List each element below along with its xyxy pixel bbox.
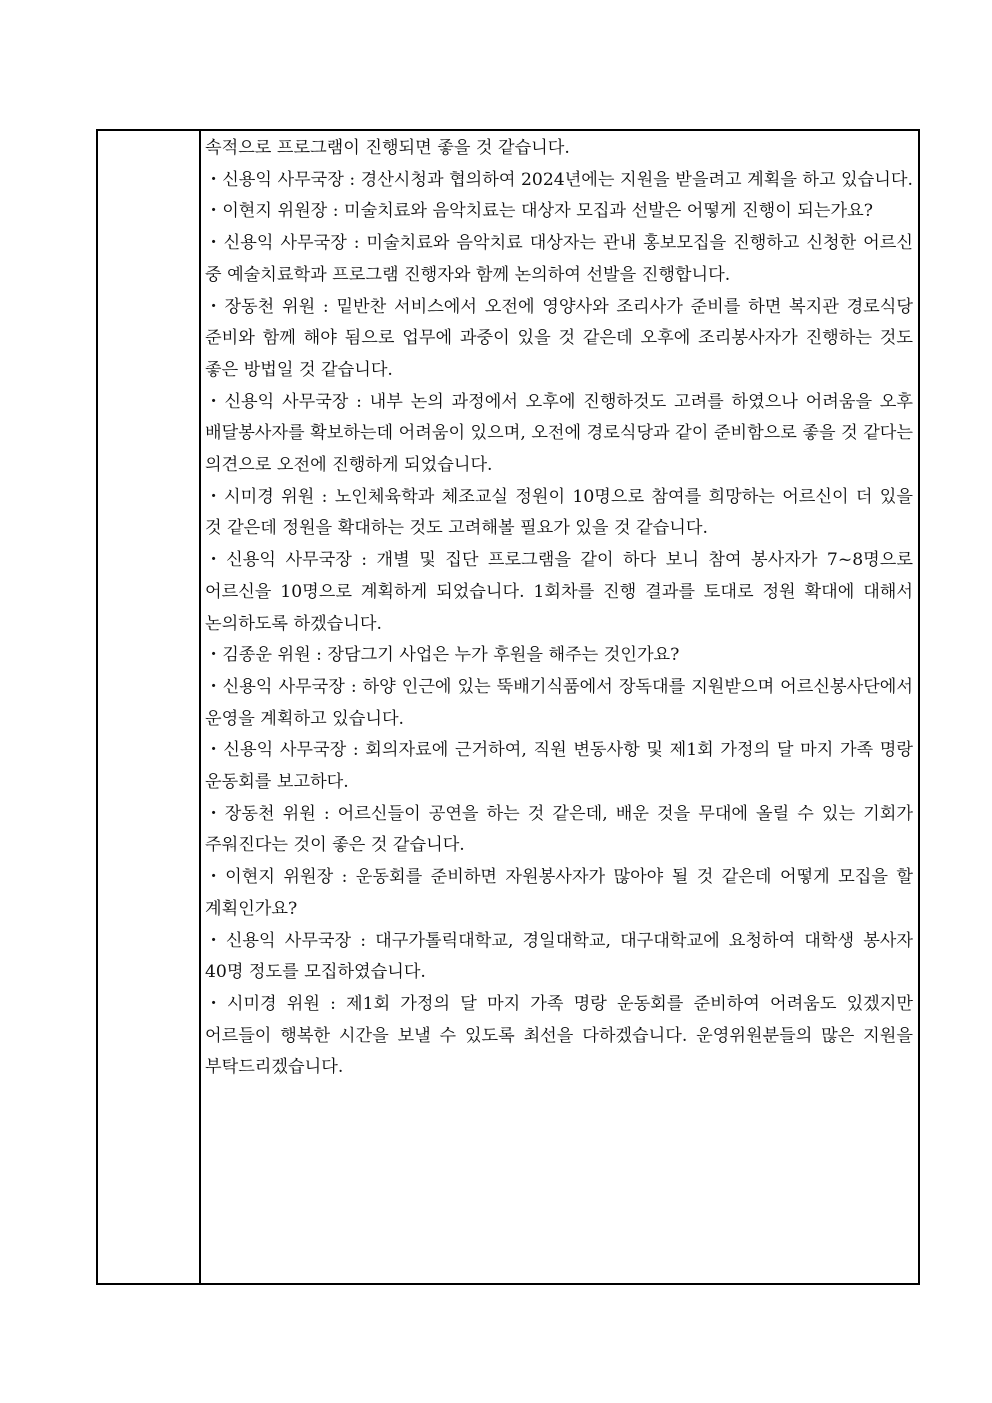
paragraph: ・장동천 위원 : 어르신들이 공연을 하는 것 같은데, 배운 것을 무대에 올릴 수 있는 기회가 주워진다는 것이 좋은 것 같습니다. [205,803,913,856]
paragraph: ・시미경 위원 : 제1회 가정의 달 마지 가족 명랑 운동회를 준비하여 어려움도 있겠지만 어르들이 행복한 시간을 보낼 수 있도록 최선을 다하겠습니다. 운영위원분들의 많은 지원을 부탁드리겠습니다. [205,993,913,1078]
paragraph: ・신용익 사무국장 : 내부 논의 과정에서 오후에 진행하것도 고려를 하였으나 어려움을 오후 배달봉사자를 확보하는데 어려움이 있으며, 오전에 경로식당과 같이 준비함으로 좋을 것 같다는 의견으로 오전에 진행하게 되었습니다. [205,391,913,476]
paragraph: ・신용익 사무국장 : 미술치료와 음악치료 대상자는 관내 홍보모집을 진행하고 신청한 어르신 중 예술치료학과 프로그램 진행자와 함께 논의하여 선발을 진행합니다. [205,233,913,285]
paragraph: ・김종운 위원 : 장담그기 사업은 누가 후원을 해주는 것인가요? [205,645,680,666]
minutes-content [205,133,913,1084]
paragraph: ・신용익 사무국장 : 대구가톨릭대학교, 경일대학교, 대구대학교에 요청하여 대학생 봉사자 40명 정도를 모집하였습니다. [205,930,913,983]
paragraph: ・장동천 위원 : 밑반찬 서비스에서 오전에 영양사와 조리사가 준비를 하면 복지관 경로식당 준비와 함께 해야 됨으로 업무에 과중이 있을 것 같은데 오후에 조리봉사자가 진행하는 것도 좋은 방법일 것 같습니다. [205,296,913,380]
paragraph: ・신용익 사무국장 : 경산시청과 협의하여 2024년에는 지원을 받을려고 계획을 하고 있습니다. [205,169,913,190]
paragraph: 속적으로 프로그램이 진행되면 좋을 것 같습니다. [205,138,570,158]
minutes-table [96,129,920,1285]
paragraph: ・이현지 위원장 : 미술치료와 음악치료는 대상자 모집과 선발은 어떻게 진행이 되는가요? [205,201,873,222]
label-cell [98,131,201,1283]
paragraph: ・이현지 위원장 : 운동회를 준비하면 자원봉사자가 많아야 될 것 같은데 어떻게 모집을 할 계획인가요? [205,867,913,919]
paragraph: ・신용익 사무국장 : 하양 인근에 있는 뚝배기식품에서 장독대를 지원받으며 어르신봉사단에서 운영을 계획하고 있습니다. [205,676,913,729]
paragraph: ・신용익 사무국장 : 회의자료에 근거하여, 직원 변동사항 및 제1회 가정의 달 마지 가족 명랑 운동회를 보고하다. [205,740,913,793]
paragraph: ・신용익 사무국장 : 개별 및 집단 프로그램을 같이 하다 보니 참여 봉사자가 7~8명으로 어르신을 10명으로 계획하게 되었습니다. 1회차를 진행 결과를 토대로 정원 확대에 대해서 논의하도록 하겠습니다. [205,550,913,634]
paragraph: ・시미경 위원 : 노인체육학과 체조교실 정원이 10명으로 참여를 희망하는 어르신이 더 있을 것 같은데 정원을 확대하는 것도 고려해볼 필요가 있을 것 같습니다. [205,486,913,539]
